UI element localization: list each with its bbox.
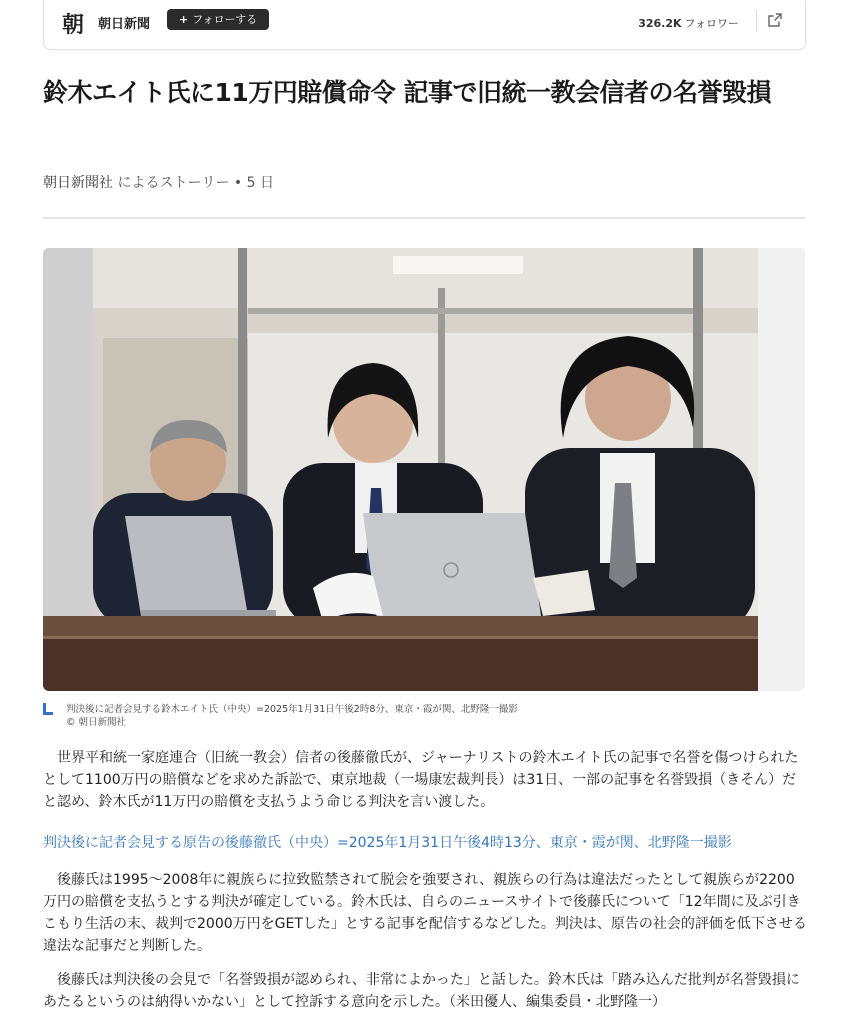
photo-caption [66,703,518,729]
follower-count-number: 326.2K [638,17,682,30]
photo-caption-link[interactable]: 判決後に記者会見する原告の後藤徹氏（中央）=2025年1月31日午後4時13分、東京・霞が関、北野隆一撮影 [43,835,732,851]
publisher-name[interactable]: 朝日新聞 [98,17,151,32]
header-divider [43,217,805,219]
byline-source[interactable]: 朝日新聞社 [43,175,113,191]
plus-icon: + [179,13,189,26]
photo-caption-text: 判決後に記者会見する鈴木エイト氏（中央）=2025年1月31日午後2時8分、東京・霞が関、北野隆一撮影 [66,704,518,715]
publisher-bar [43,0,806,50]
follower-count-label: フォロワー [684,17,739,30]
byline-meta: によるストーリー • 5 日 [113,175,274,191]
article-paragraph: 後藤氏は判決後の会見で「名誉毀損が認められ、非常によかった」と話した。鈴木氏は「踏み込んだ批判が名誉毀損にあたるというのは納得いかない」として控訴する意向を示した。（米田優人、編集委員・北野隆一） [43,972,800,1010]
follow-button-label: フォローする [192,13,258,26]
article-paragraph: 後藤氏は1995～2008年に親族らに拉致監禁されて脱会を強要され、親族らの行為は違法だったとして親族らが2200万円の賠償を支払うとする判決が確定している。鈴木氏は、自らのニュースサイトで後藤氏について「12年間に及ぶ引きこもり生活の末、裁判で2000万円をGETした」とする記事を配信するなどした。判決は、原告の社会的評価を低下させる違法な記事だと判断した。 [43,872,807,954]
follower-count [638,15,739,31]
article-headline: 鈴木エイト氏に11万円賠償命令 記事で旧統一教会信者の名誉毀損 [43,78,771,107]
share-external-icon[interactable] [767,12,783,28]
publisher-logo[interactable]: 朝 [62,12,85,38]
caption-marker [43,703,53,715]
article-photo[interactable] [43,248,805,691]
press-conference-photo [43,248,805,691]
follow-button[interactable] [167,9,269,30]
photo-credit: © 朝日新聞社 [66,717,127,728]
byline [43,172,274,192]
article-paragraph: 世界平和統一家庭連合（旧統一教会）信者の後藤徹氏が、ジャーナリストの鈴木エイト氏の記事で名誉を傷つけられたとして1100万円の賠償などを求めた訴訟で、東京地裁（一場康宏裁判長）は31日、一部の記事を名誉毀損（きそん）だと認め、鈴木氏が11万円の賠償を支払うよう命じる判決を言い渡した。 [43,750,799,810]
divider [756,10,757,32]
